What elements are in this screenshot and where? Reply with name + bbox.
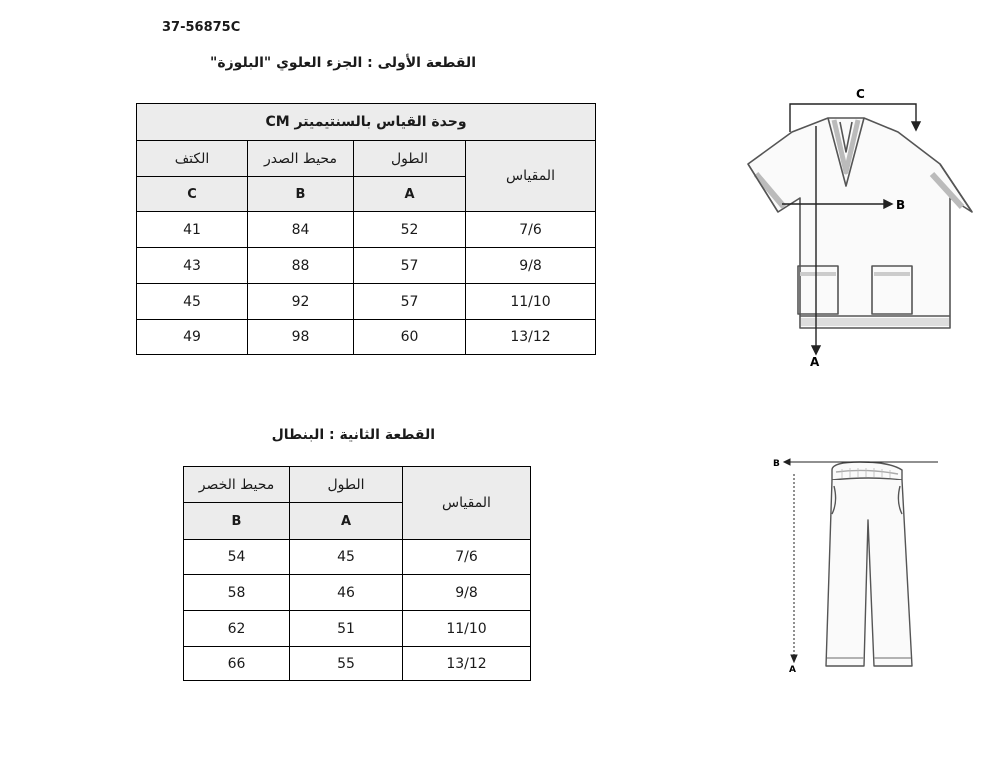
chest-value: 84 bbox=[248, 212, 354, 248]
size-value: 13/12 bbox=[466, 320, 596, 355]
size-value: 11/10 bbox=[466, 284, 596, 320]
table-row bbox=[184, 540, 531, 575]
waist-value: 54 bbox=[184, 540, 290, 575]
length-header: الطول bbox=[290, 467, 403, 503]
size-value: 9/8 bbox=[403, 575, 531, 611]
shoulder-header: الكتف bbox=[137, 141, 248, 177]
length-value: 52 bbox=[354, 212, 466, 248]
size-value: 11/10 bbox=[403, 611, 531, 647]
length-value: 51 bbox=[290, 611, 403, 647]
table-row bbox=[184, 647, 531, 681]
shoulder-letter: C bbox=[137, 177, 248, 212]
figure-label-a: A bbox=[810, 355, 820, 369]
figure-label-c: C bbox=[856, 87, 865, 101]
unit-header: وحدة القياس بالسنتيميتر CM bbox=[137, 104, 596, 141]
length-value: 57 bbox=[354, 248, 466, 284]
waist-value: 58 bbox=[184, 575, 290, 611]
table-row bbox=[184, 611, 531, 647]
size-header: المقياس bbox=[403, 467, 531, 540]
pants-size-table bbox=[183, 466, 531, 681]
length-letter: A bbox=[290, 503, 403, 540]
waist-letter: B bbox=[184, 503, 290, 540]
pants-diagram bbox=[770, 450, 950, 675]
figure-label-a: A bbox=[789, 665, 796, 675]
product-code: 37-56875C bbox=[162, 20, 241, 35]
size-header: المقياس bbox=[466, 141, 596, 212]
shoulder-value: 41 bbox=[137, 212, 248, 248]
table-row bbox=[184, 575, 531, 611]
shoulder-value: 49 bbox=[137, 320, 248, 355]
waist-header: محيط الخصر bbox=[184, 467, 290, 503]
table-row bbox=[137, 320, 596, 355]
top-size-table bbox=[136, 103, 596, 355]
pants-section-title: القطعة الثانية : البنطال bbox=[271, 427, 435, 443]
size-value: 7/6 bbox=[466, 212, 596, 248]
top-section-title: القطعة الأولى : الجزء العلوي "البلوزة" bbox=[210, 55, 476, 71]
length-value: 60 bbox=[354, 320, 466, 355]
chest-value: 92 bbox=[248, 284, 354, 320]
chest-letter: B bbox=[248, 177, 354, 212]
chest-header: محيط الصدر bbox=[248, 141, 354, 177]
size-value: 7/6 bbox=[403, 540, 531, 575]
chest-value: 98 bbox=[248, 320, 354, 355]
table-row bbox=[137, 212, 596, 248]
shoulder-value: 43 bbox=[137, 248, 248, 284]
waist-value: 62 bbox=[184, 611, 290, 647]
figure-label-b: B bbox=[896, 198, 906, 212]
table-row bbox=[137, 284, 596, 320]
length-value: 57 bbox=[354, 284, 466, 320]
scrub-top-diagram bbox=[740, 80, 975, 370]
size-value: 13/12 bbox=[403, 647, 531, 681]
table-row bbox=[137, 248, 596, 284]
length-value: 46 bbox=[290, 575, 403, 611]
figure-label-b: B bbox=[773, 459, 780, 469]
length-value: 45 bbox=[290, 540, 403, 575]
chest-value: 88 bbox=[248, 248, 354, 284]
size-value: 9/8 bbox=[466, 248, 596, 284]
length-letter: A bbox=[354, 177, 466, 212]
length-value: 55 bbox=[290, 647, 403, 681]
waist-value: 66 bbox=[184, 647, 290, 681]
shoulder-value: 45 bbox=[137, 284, 248, 320]
length-header: الطول bbox=[354, 141, 466, 177]
